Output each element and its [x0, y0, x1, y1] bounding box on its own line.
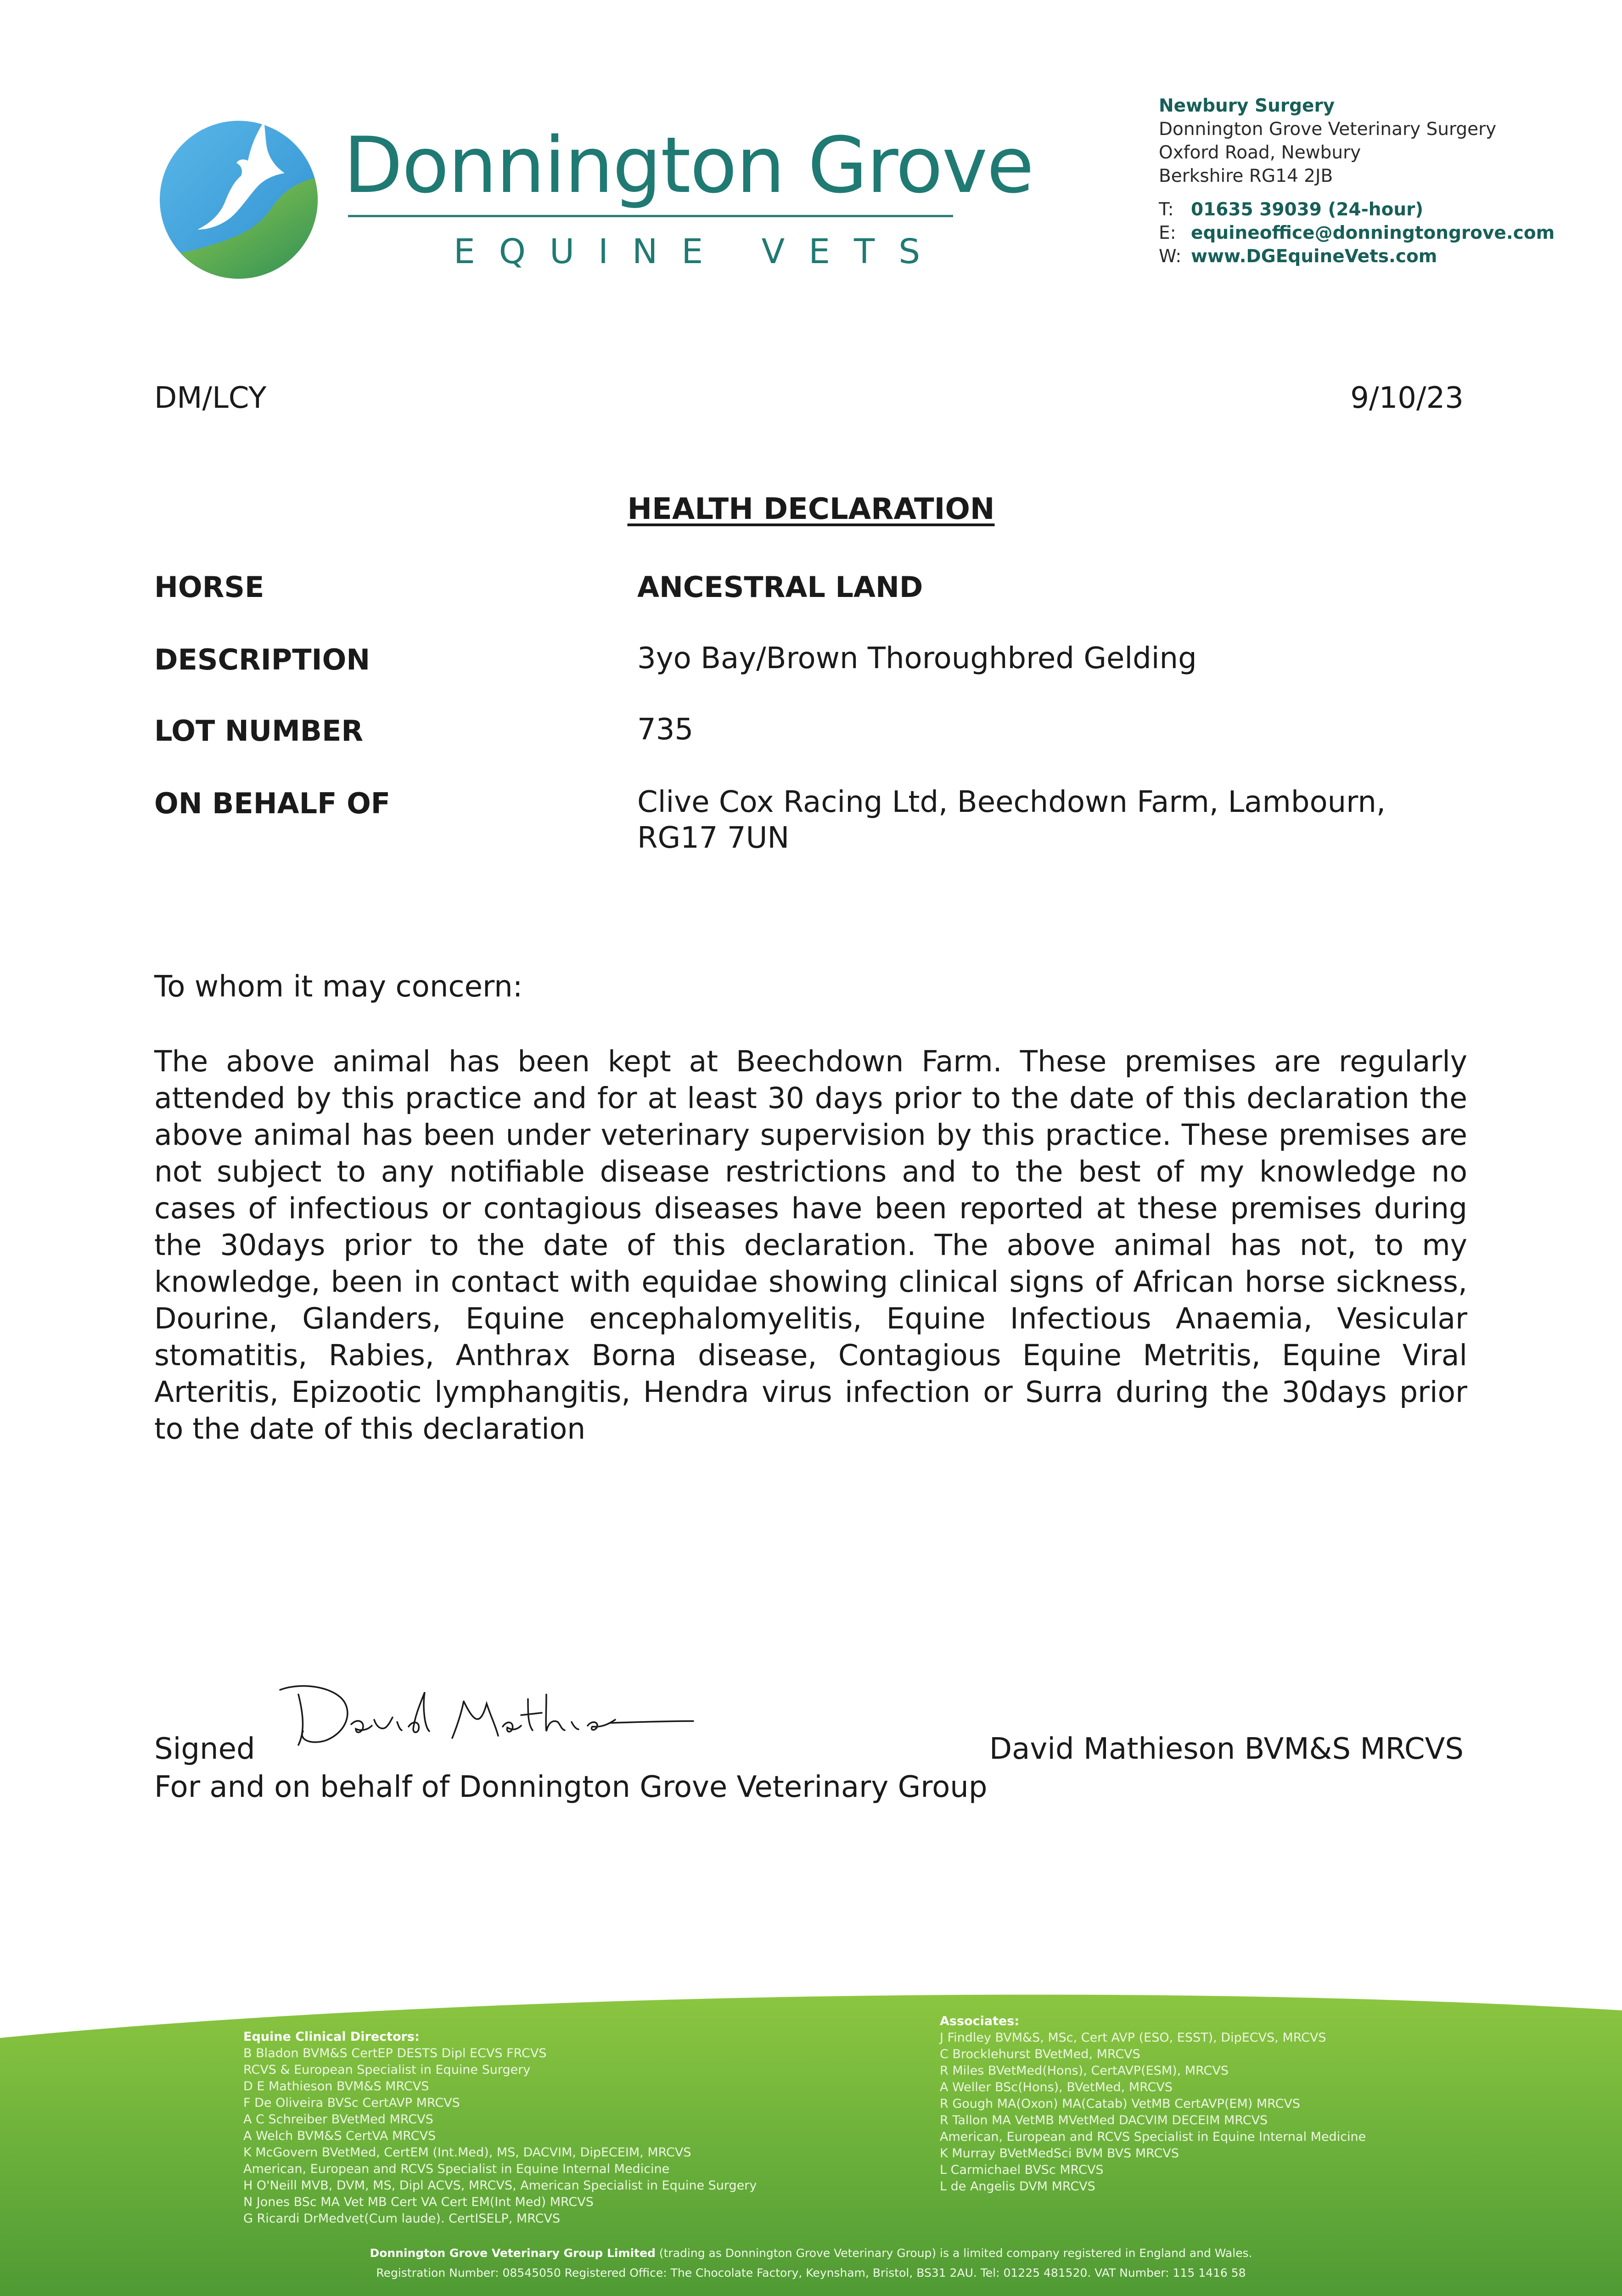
document-title: HEALTH DECLARATION	[627, 492, 995, 526]
associate-entry: A Weller BSc(Hons), BVetMed, MRCVS	[940, 2080, 1173, 2094]
registration-line: Registration Number: 08545050 Registered Office: The Chocolate Factory, Keynsham, Bristol, BS31 2AU. Tel: 01225 481520. VAT Number: 115 1416 58	[376, 2266, 1246, 2279]
directors-heading: Equine Clinical Directors:	[243, 2030, 420, 2044]
associate-entry: R Gough MA(Oxon) MA(Catab) VetMB CertAVP(EM) MRCVS	[940, 2097, 1301, 2111]
director-entry: D E Mathieson BVM&S MRCVS	[243, 2079, 429, 2093]
company-legal-line	[0, 2246, 1622, 2260]
logo-subtitle: EQUINE VETS	[454, 232, 944, 271]
website-link[interactable]: www.DGEquineVets.com	[1191, 246, 1437, 267]
lot-number-value: 735	[637, 713, 694, 747]
email-label: E:	[1159, 223, 1176, 243]
logo-divider	[348, 215, 953, 217]
phone-number: 01635 39039 (24-hour)	[1191, 199, 1424, 220]
phone-label: T:	[1159, 199, 1174, 220]
associates-heading: Associates:	[940, 2014, 1020, 2028]
associate-entry: K Murray BVetMedSci BVM BVS MRCVS	[940, 2146, 1179, 2161]
associate-entry: American, European and RCVS Specialist in Equine Internal Medicine	[940, 2130, 1366, 2144]
director-entry: American, European and RCVS Specialist in Equine Internal Medicine	[243, 2162, 670, 2176]
associates-list	[940, 2013, 1366, 2195]
date: 9/10/23	[1350, 381, 1464, 415]
greeting: To whom it may concern:	[154, 970, 523, 1004]
directors-list	[243, 2029, 757, 2227]
director-entry: G Ricardi DrMedvet(Cum laude). CertISELP, MRCVS	[243, 2212, 561, 2226]
company-description: (trading as Donnington Grove Veterinary Group) is a limited company registered in England and Wales.	[655, 2246, 1252, 2260]
director-entry: N Jones BSc MA Vet MB Cert VA Cert EM(Int Med) MRCVS	[243, 2195, 594, 2209]
director-entry: RCVS & European Specialist in Equine Surgery	[243, 2063, 531, 2077]
description-value: 3yo Bay/Brown Thoroughbred Gelding	[637, 642, 1197, 675]
address-line: Oxford Road, Newbury	[1159, 142, 1361, 163]
on-behalf-label: ON BEHALF OF	[154, 787, 391, 820]
declaration-body: The above animal has been kept at Beechdown Farm. These premises are regularly attended by this practice and for at least 30 days prior to the date of this declaration the above animal has been under veterinary supervision by this practice. These premises are not subject to any notifiable disease restrictions and to the best of my knowledge no cases of infectious or contagious diseases have been reported at these premises during the 30days prior to the date of this declaration. The above animal has not, to my knowledge, been in contact with equidae showing clinical signs of African horse sickness, Dourine, Glanders, Equine encephalomyelitis, Equine Infectious Anaemia, Vesicular stomatitis, Rabies, Anthrax Borna disease, Contagious Equine Metritis, Equine Viral Arteritis, Epizootic lymphangitis, Hendra virus infection or Surra during the 30days prior to the date of this declaration	[154, 1045, 1467, 1446]
associate-entry: R Tallon MA VetMB MVetMed DACVIM DECEIM MRCVS	[940, 2113, 1268, 2127]
associate-entry: L de Angelis DVM MRCVS	[940, 2179, 1095, 2194]
logo-name: Donnington Grove	[343, 120, 1033, 210]
logo-mark	[156, 117, 321, 282]
horse-value: ANCESTRAL LAND	[637, 570, 923, 604]
address-block	[1159, 94, 1609, 268]
email-link[interactable]: equineoffice@donningtongrove.com	[1191, 223, 1555, 243]
lot-number-label: LOT NUMBER	[154, 714, 364, 748]
on-behalf-line: For and on behalf of Donnington Grove Veterinary Group	[154, 1770, 988, 1804]
director-entry: H O'Neill MVB, DVM, MS, Dipl ACVS, MRCVS, American Specialist in Equine Surgery	[243, 2178, 757, 2193]
director-entry: B Bladon BVM&S CertEP DESTS Dipl ECVS FRCVS	[243, 2046, 547, 2060]
director-entry: A C Schreiber BVetMed MRCVS	[243, 2112, 433, 2127]
description-label: DESCRIPTION	[154, 643, 370, 676]
associate-entry: R Miles BVetMed(Hons), CertAVP(ESM), MRCVS	[940, 2064, 1229, 2078]
associate-entry: J Findley BVM&S, MSc, Cert AVP (ESO, ESST), DipECVS, MRCVS	[940, 2031, 1326, 2045]
associate-entry: C Brocklehurst BVetMed, MRCVS	[940, 2047, 1140, 2061]
horse-label: HORSE	[154, 570, 264, 604]
reference: DM/LCY	[154, 381, 267, 415]
surgery-name: Newbury Surgery	[1159, 96, 1335, 116]
handwritten-signature	[271, 1676, 698, 1763]
company-name: Donnington Grove Veterinary Group Limited	[370, 2246, 656, 2260]
signer-name: David Mathieson BVM&S MRCVS	[989, 1732, 1464, 1766]
director-entry: A Welch BVM&S CertVA MRCVS	[243, 2129, 436, 2143]
associate-entry: L Carmichael BVSc MRCVS	[940, 2163, 1104, 2177]
director-entry: K McGovern BVetMed, CertEM (Int.Med), MS, DACVIM, DipECEIM, MRCVS	[243, 2145, 691, 2160]
on-behalf-value: Clive Cox Racing Ltd, Beechdown Farm, Lambourn, RG17 7UN	[637, 785, 1386, 855]
web-label: W:	[1159, 246, 1182, 267]
address-line: Donnington Grove Veterinary Surgery	[1159, 119, 1497, 140]
signed-label: Signed	[154, 1732, 255, 1766]
address-line: Berkshire RG14 2JB	[1159, 166, 1333, 186]
director-entry: F De Oliveira BVSc CertAVP MRCVS	[243, 2096, 460, 2110]
